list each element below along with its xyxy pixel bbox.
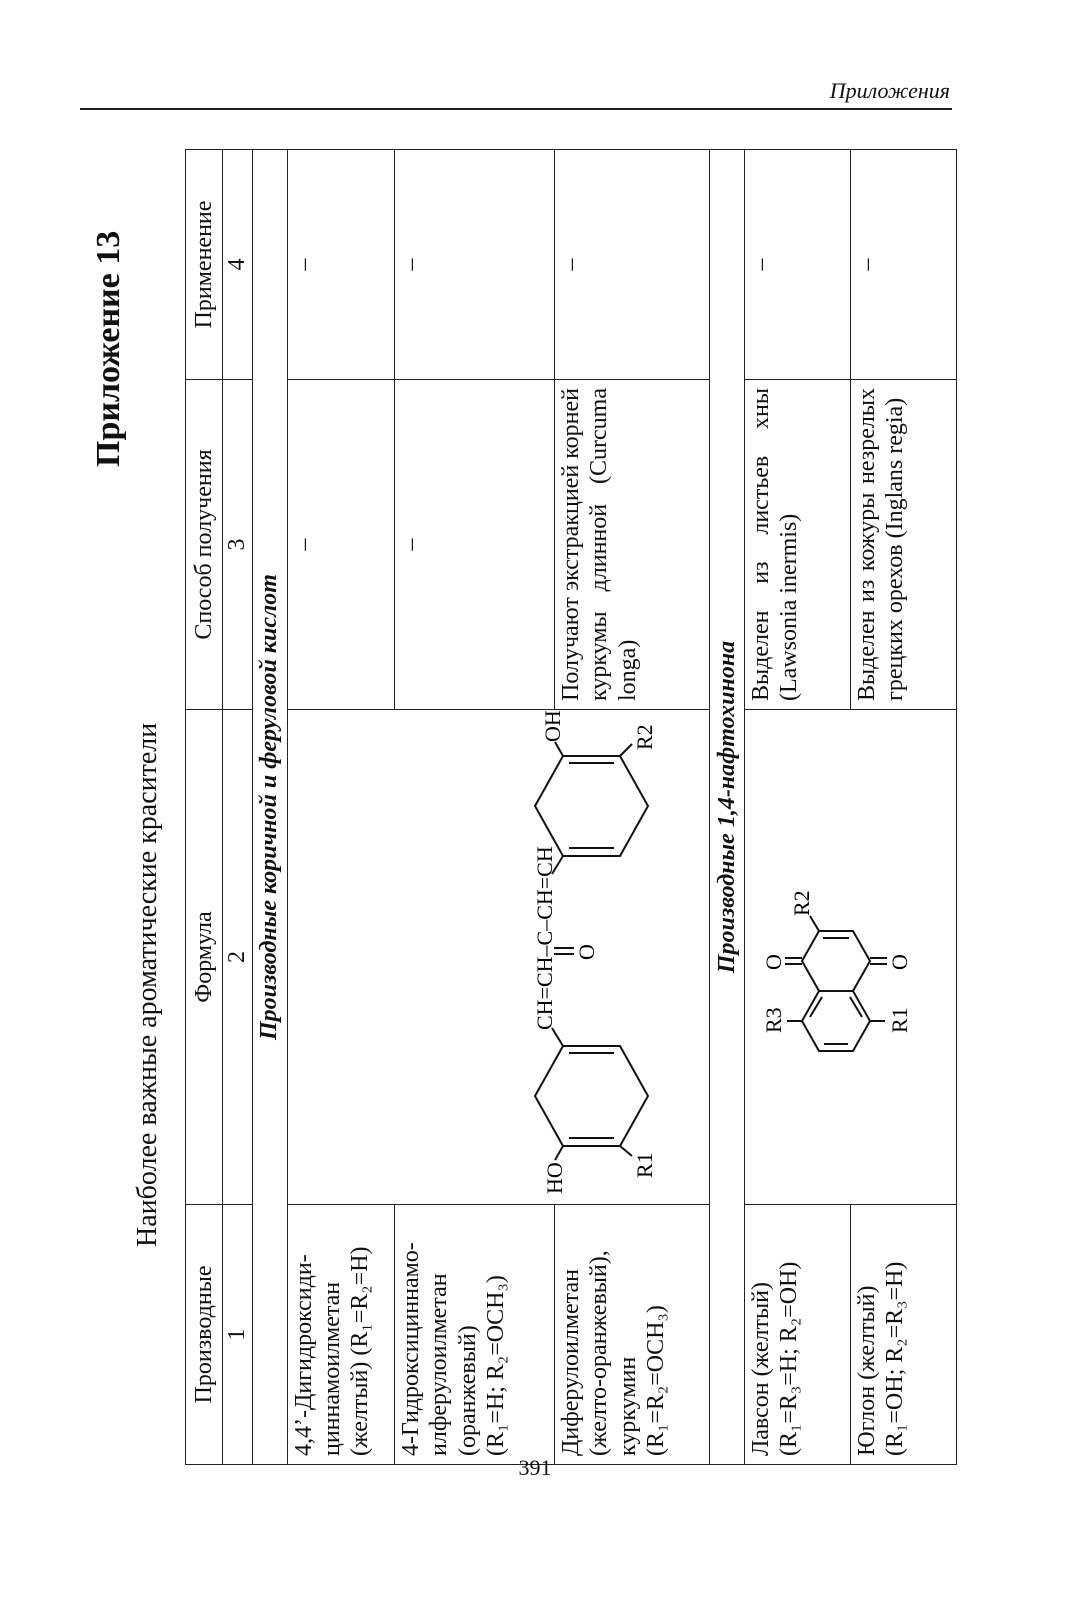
section-title-cinnamic: Производные коричной и феруловой кислот: [252, 150, 287, 1465]
formula-chain: CH=CH–C–CH=CH: [531, 846, 557, 1030]
formula-r3: R3: [760, 1007, 786, 1033]
derivative-name: Диферулоилметан: [558, 1269, 585, 1456]
header-rule: [80, 108, 952, 110]
table-row: [287, 150, 394, 1465]
curcuminoid-structure: [290, 706, 700, 1196]
formula-r2: R2: [631, 724, 657, 750]
col-number: 4: [223, 150, 252, 380]
use-cell: –: [851, 150, 957, 380]
method-cell: Выделен из листьев хны (Lawsonia inermis): [744, 380, 850, 710]
derivative-name: 4,4’-Дигидроксиди-: [290, 1254, 317, 1456]
col-number: 1: [223, 1205, 252, 1465]
use-cell: –: [555, 150, 710, 380]
derivative-name: (желто-оранжевый),: [586, 1250, 613, 1456]
col-header-derivatives: Производные: [186, 1205, 223, 1465]
naphthoquinone-structure: [747, 706, 947, 1196]
col-header-method: Способ получения: [186, 380, 223, 710]
formula-o-top: O: [760, 954, 786, 970]
page-number: 391: [518, 1455, 552, 1480]
col-number: 3: [223, 380, 252, 710]
rotated-content: [90, 150, 960, 1467]
derivative-substituents: (желтый) (R₁=R₂=H): [347, 1246, 374, 1456]
running-header: Приложения: [829, 78, 950, 103]
use-cell: –: [744, 150, 850, 380]
derivative-cell: [744, 1205, 850, 1465]
derivative-name: Юглон (желтый): [854, 1285, 881, 1456]
use-cell: –: [395, 150, 555, 380]
section-title-naphthoquinone: Производные 1,4-нафтохинона: [709, 150, 744, 1465]
header-row: [186, 150, 223, 1465]
section-row: [709, 150, 744, 1465]
formula-r2: R2: [788, 890, 814, 916]
section-row: [252, 150, 287, 1465]
derivative-cell: [395, 1205, 555, 1465]
derivative-substituents: (R₁=R₂=OCH₃): [642, 1305, 669, 1456]
derivative-name: циннамоилметан: [318, 1281, 345, 1456]
derivative-name: илферулоилметан: [426, 1273, 453, 1456]
derivative-cell: [851, 1205, 957, 1465]
col-header-use: Применение: [186, 150, 223, 380]
derivative-cell: [287, 1205, 394, 1465]
derivative-substituents: (R₁=R₃=H; R₂=OH): [776, 1261, 803, 1456]
method-cell: –: [395, 380, 555, 710]
formula-o-bottom: O: [886, 954, 912, 970]
col-number: 2: [223, 710, 252, 1205]
method-cell: Выделен из кожуры незрелых грецких орехов (Inglans regia): [851, 380, 957, 710]
derivative-name: куркумин: [614, 1356, 641, 1456]
derivative-name: Лавсон (желтый): [747, 1282, 774, 1456]
method-cell: Получают экстракцией корней куркумы длинной (Curcuma longa): [555, 380, 710, 710]
number-row: [223, 150, 252, 1465]
formula-cell-naphthoquinone: [744, 710, 956, 1205]
use-cell: –: [287, 150, 394, 380]
formula-cell-curcuminoid: [287, 710, 709, 1205]
dyes-table: [185, 149, 957, 1465]
appendix-title: Приложение 13: [90, 230, 127, 467]
table-caption: Наиболее важные ароматические красители: [132, 722, 163, 1247]
col-header-formula: Формула: [186, 710, 223, 1205]
formula-r1: R1: [631, 1152, 657, 1178]
formula-carbonyl-o: O: [573, 944, 599, 960]
table-row: [744, 150, 850, 1465]
method-cell: –: [287, 380, 394, 710]
derivative-cell: [555, 1205, 710, 1465]
formula-oh: OH: [539, 710, 565, 742]
derivative-name: 4-Гидроксициннамо-: [398, 1242, 424, 1456]
formula-ho: HO: [541, 1162, 567, 1194]
formula-r1: R1: [886, 1007, 912, 1033]
derivative-substituents: (R₁=OH; R₂=R₃=H): [882, 1261, 909, 1456]
derivative-substituents: (R₁=H; R₂=OCH₃): [482, 1275, 509, 1456]
derivative-name: (оранжевый): [454, 1325, 481, 1456]
